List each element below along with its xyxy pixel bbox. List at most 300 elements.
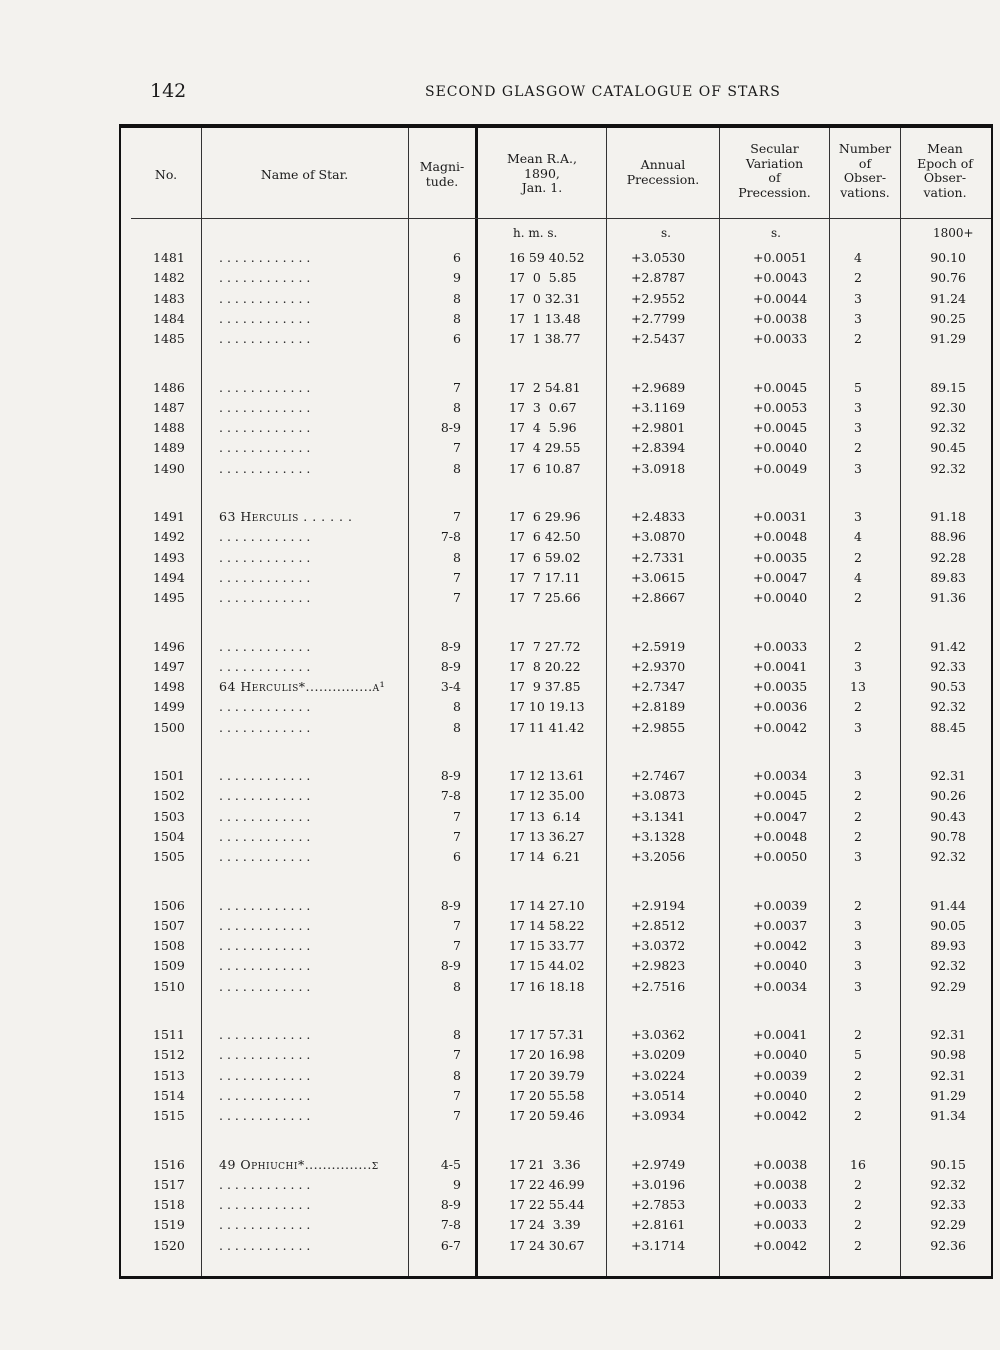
table-row <box>121 1108 991 1128</box>
cell-mean-ra: 17 12 35.00 <box>509 788 585 804</box>
cell-observations: 3 <box>854 719 862 735</box>
table-row <box>121 958 991 978</box>
cell-number: 1483 <box>153 290 185 306</box>
cell-secular-variation: +0.0041 <box>753 658 808 674</box>
cell-number: 1509 <box>153 958 185 974</box>
cell-secular-variation: +0.0042 <box>753 719 808 735</box>
cell-mean-ra: 17 4 29.55 <box>509 440 581 456</box>
table-row <box>121 400 991 420</box>
cell-mean-ra: 17 22 46.99 <box>509 1176 585 1192</box>
cell-number: 1494 <box>153 569 185 585</box>
cell-star-name: . . . . . . . . . . . . <box>219 828 311 844</box>
cell-star-name: 64 Herculis*...............α¹ <box>219 679 386 695</box>
cell-star-name: . . . . . . . . . . . . <box>219 420 311 436</box>
cell-observations: 3 <box>854 509 862 524</box>
cell-observations: 16 <box>850 1156 866 1172</box>
cell-annual-precession: +2.9855 <box>631 719 686 735</box>
cell-magnitude: 7 <box>453 917 461 933</box>
cell-magnitude: 8 <box>453 310 461 326</box>
cell-observations: 3 <box>854 768 862 783</box>
cell-magnitude: 7-8 <box>440 788 461 804</box>
cell-mean-epoch: 91.42 <box>930 638 966 654</box>
cell-mean-ra: 17 12 13.61 <box>509 768 585 783</box>
cell-magnitude: 4-5 <box>440 1156 461 1172</box>
cell-star-name: . . . . . . . . . . . . <box>219 917 311 933</box>
cell-mean-ra: 17 13 36.27 <box>509 828 585 844</box>
cell-mean-ra: 17 16 18.18 <box>509 978 585 994</box>
cell-mean-epoch: 90.25 <box>930 310 966 326</box>
header-mean-epoch: Mean Epoch of Obser- vation. <box>917 141 973 200</box>
cell-observations: 3 <box>854 399 862 415</box>
cell-number: 1499 <box>153 699 185 715</box>
cell-number: 1488 <box>153 420 185 436</box>
cell-mean-ra: 17 0 32.31 <box>509 290 581 306</box>
table-row <box>121 829 991 849</box>
table-row <box>121 1157 991 1177</box>
cell-annual-precession: +3.0934 <box>631 1108 686 1124</box>
cell-mean-ra: 17 14 6.21 <box>509 849 581 865</box>
cell-secular-variation: +0.0038 <box>753 310 808 326</box>
cell-observations: 2 <box>854 788 862 804</box>
cell-annual-precession: +3.2056 <box>631 849 686 865</box>
table-row <box>121 898 991 918</box>
cell-star-name: . . . . . . . . . . . . <box>219 1067 311 1083</box>
cell-mean-ra: 17 4 5.96 <box>509 420 577 436</box>
cell-secular-variation: +0.0040 <box>753 1087 808 1103</box>
cell-observations: 2 <box>854 590 862 606</box>
cell-annual-precession: +2.9689 <box>631 379 686 395</box>
cell-annual-precession: +2.9749 <box>631 1156 686 1172</box>
cell-number: 1516 <box>153 1156 185 1172</box>
cell-annual-precession: +2.8512 <box>631 917 686 933</box>
cell-magnitude: 8 <box>453 460 461 476</box>
cell-mean-epoch: 92.32 <box>930 958 966 974</box>
cell-observations: 2 <box>854 440 862 456</box>
table-row <box>121 291 991 311</box>
cell-secular-variation: +0.0053 <box>753 399 808 415</box>
cell-annual-precession: +2.8667 <box>631 590 686 606</box>
cell-observations: 2 <box>854 1176 862 1192</box>
cell-number: 1506 <box>153 897 185 913</box>
table-row <box>121 1068 991 1088</box>
cell-star-name: . . . . . . . . . . . . <box>219 1047 311 1063</box>
cell-magnitude: 7-8 <box>440 529 461 545</box>
cell-number: 1520 <box>153 1237 185 1253</box>
cell-observations: 2 <box>854 1237 862 1253</box>
cell-observations: 5 <box>854 379 862 395</box>
cell-mean-ra: 17 8 20.22 <box>509 658 581 674</box>
cell-annual-precession: +2.8161 <box>631 1217 686 1233</box>
cell-annual-precession: +2.8787 <box>631 270 686 286</box>
cell-observations: 4 <box>854 250 862 265</box>
cell-annual-precession: +3.0209 <box>631 1047 686 1063</box>
cell-mean-epoch: 92.28 <box>930 549 966 565</box>
cell-number: 1497 <box>153 658 185 674</box>
cell-annual-precession: +2.9552 <box>631 290 686 306</box>
cell-observations: 3 <box>854 938 862 954</box>
cell-magnitude: 7 <box>453 569 461 585</box>
table-row <box>121 788 991 808</box>
cell-mean-epoch: 88.96 <box>930 529 966 545</box>
header-name: Name of Star. <box>260 167 349 182</box>
cell-mean-epoch: 90.26 <box>930 788 966 804</box>
cell-number: 1485 <box>153 331 185 347</box>
cell-magnitude: 8-9 <box>440 897 461 913</box>
cell-magnitude: 8 <box>453 699 461 715</box>
cell-annual-precession: +3.0918 <box>631 460 686 476</box>
cell-mean-epoch: 89.15 <box>930 379 966 395</box>
cell-mean-ra: 17 1 13.48 <box>509 310 581 326</box>
cell-secular-variation: +0.0044 <box>753 290 808 306</box>
cell-mean-ra: 17 7 17.11 <box>509 569 581 585</box>
table-row <box>121 720 991 740</box>
units-ra: h. m. s. <box>513 226 558 240</box>
cell-number: 1518 <box>153 1197 185 1213</box>
cell-mean-ra: 17 21 3.36 <box>509 1156 581 1172</box>
cell-mean-epoch: 92.31 <box>930 1027 966 1042</box>
cell-mean-ra: 17 7 27.72 <box>509 638 581 654</box>
cell-star-name: . . . . . . . . . . . . <box>219 440 311 456</box>
cell-number: 1514 <box>153 1087 185 1103</box>
cell-number: 1491 <box>153 509 185 524</box>
cell-annual-precession: +2.9801 <box>631 420 686 436</box>
cell-mean-ra: 16 59 40.52 <box>509 250 585 265</box>
cell-magnitude: 8-9 <box>440 420 461 436</box>
cell-observations: 13 <box>850 679 866 695</box>
cell-secular-variation: +0.0040 <box>753 590 808 606</box>
cell-mean-ra: 17 15 33.77 <box>509 938 585 954</box>
cell-star-name: . . . . . . . . . . . . <box>219 638 311 654</box>
cell-secular-variation: +0.0035 <box>753 549 808 565</box>
table-row <box>121 768 991 788</box>
cell-number: 1481 <box>153 250 185 265</box>
cell-annual-precession: +2.5437 <box>631 331 686 347</box>
cell-mean-ra: 17 20 59.46 <box>509 1108 585 1124</box>
cell-mean-ra: 17 9 37.85 <box>509 679 581 695</box>
cell-number: 1517 <box>153 1176 185 1192</box>
header-mean-ra: Mean R.A., 1890, Jan. 1. <box>506 151 578 195</box>
cell-number: 1484 <box>153 310 185 326</box>
cell-annual-precession: +3.1169 <box>631 399 686 415</box>
table-row <box>121 590 991 610</box>
cell-magnitude: 6 <box>453 250 461 265</box>
cell-magnitude: 8 <box>453 399 461 415</box>
header-rule <box>131 218 991 219</box>
cell-observations: 2 <box>854 270 862 286</box>
cell-observations: 5 <box>854 1047 862 1063</box>
cell-observations: 3 <box>854 917 862 933</box>
header-secular-variation: Secular Variation of Precession. <box>738 141 811 200</box>
cell-magnitude: 7-8 <box>440 1217 461 1233</box>
cell-number: 1489 <box>153 440 185 456</box>
cell-mean-epoch: 91.29 <box>930 331 966 347</box>
cell-number: 1519 <box>153 1217 185 1233</box>
cell-mean-ra: 17 13 6.14 <box>509 808 581 824</box>
table-row <box>121 1217 991 1237</box>
cell-mean-ra: 17 11 41.42 <box>509 719 585 735</box>
cell-star-name: . . . . . . . . . . . . <box>219 270 311 286</box>
cell-observations: 2 <box>854 1087 862 1103</box>
cell-mean-ra: 17 17 57.31 <box>509 1027 585 1042</box>
cell-observations: 2 <box>854 1067 862 1083</box>
cell-annual-precession: +3.0615 <box>631 569 686 585</box>
cell-number: 1495 <box>153 590 185 606</box>
cell-magnitude: 7 <box>453 509 461 524</box>
cell-number: 1482 <box>153 270 185 286</box>
table-row <box>121 331 991 351</box>
header-annual-precession: Annual Precession. <box>626 157 700 187</box>
cell-star-name: . . . . . . . . . . . . <box>219 1087 311 1103</box>
cell-mean-epoch: 90.76 <box>930 270 966 286</box>
table-row <box>121 550 991 570</box>
cell-mean-epoch: 92.31 <box>930 768 966 783</box>
cell-mean-epoch: 92.33 <box>930 1197 966 1213</box>
cell-magnitude: 8 <box>453 719 461 735</box>
table-row <box>121 509 991 529</box>
cell-annual-precession: +3.1341 <box>631 808 686 824</box>
cell-star-name: . . . . . . . . . . . . <box>219 1176 311 1192</box>
cell-annual-precession: +2.7331 <box>631 549 686 565</box>
cell-secular-variation: +0.0039 <box>753 1067 808 1083</box>
table-row <box>121 938 991 958</box>
cell-annual-precession: +2.7347 <box>631 679 686 695</box>
cell-mean-ra: 17 20 16.98 <box>509 1047 585 1063</box>
cell-observations: 2 <box>854 638 862 654</box>
cell-number: 1502 <box>153 788 185 804</box>
cell-mean-epoch: 89.93 <box>930 938 966 954</box>
cell-secular-variation: +0.0045 <box>753 788 808 804</box>
cell-mean-ra: 17 15 44.02 <box>509 958 585 974</box>
cell-secular-variation: +0.0039 <box>753 897 808 913</box>
cell-observations: 2 <box>854 1217 862 1233</box>
cell-annual-precession: +3.0224 <box>631 1067 686 1083</box>
cell-secular-variation: +0.0045 <box>753 379 808 395</box>
cell-observations: 2 <box>854 549 862 565</box>
cell-mean-epoch: 92.36 <box>930 1237 966 1253</box>
cell-annual-precession: +2.4833 <box>631 509 686 524</box>
table-row <box>121 1027 991 1047</box>
cell-mean-epoch: 91.34 <box>930 1108 966 1124</box>
cell-mean-epoch: 90.43 <box>930 808 966 824</box>
cell-mean-epoch: 90.98 <box>930 1047 966 1063</box>
cell-number: 1486 <box>153 379 185 395</box>
cell-number: 1490 <box>153 460 185 476</box>
cell-secular-variation: +0.0034 <box>753 768 808 783</box>
cell-mean-epoch: 91.44 <box>930 897 966 913</box>
cell-secular-variation: +0.0050 <box>753 849 808 865</box>
cell-star-name: . . . . . . . . . . . . <box>219 849 311 865</box>
cell-observations: 2 <box>854 828 862 844</box>
cell-secular-variation: +0.0041 <box>753 1027 808 1042</box>
cell-magnitude: 7 <box>453 440 461 456</box>
cell-observations: 3 <box>854 420 862 436</box>
cell-observations: 3 <box>854 658 862 674</box>
cell-magnitude: 8-9 <box>440 958 461 974</box>
cell-star-name: . . . . . . . . . . . . <box>219 938 311 954</box>
cell-magnitude: 7 <box>453 938 461 954</box>
cell-secular-variation: +0.0040 <box>753 440 808 456</box>
cell-observations: 2 <box>854 699 862 715</box>
cell-mean-ra: 17 2 54.81 <box>509 379 581 395</box>
cell-magnitude: 8-9 <box>440 658 461 674</box>
cell-mean-ra: 17 7 25.66 <box>509 590 581 606</box>
table-row <box>121 250 991 270</box>
cell-star-name: . . . . . . . . . . . . <box>219 310 311 326</box>
cell-secular-variation: +0.0051 <box>753 250 808 265</box>
cell-magnitude: 7 <box>453 1047 461 1063</box>
cell-annual-precession: +3.0514 <box>631 1087 686 1103</box>
cell-mean-ra: 17 0 5.85 <box>509 270 577 286</box>
table-row <box>121 1238 991 1258</box>
cell-star-name: . . . . . . . . . . . . <box>219 549 311 565</box>
cell-mean-epoch: 90.05 <box>930 917 966 933</box>
cell-observations: 2 <box>854 331 862 347</box>
cell-magnitude: 7 <box>453 379 461 395</box>
cell-secular-variation: +0.0047 <box>753 569 808 585</box>
cell-annual-precession: +3.0530 <box>631 250 686 265</box>
cell-magnitude: 8-9 <box>440 1197 461 1213</box>
cell-magnitude: 6-7 <box>440 1237 461 1253</box>
cell-observations: 2 <box>854 1027 862 1042</box>
cell-star-name: . . . . . . . . . . . . <box>219 1108 311 1124</box>
cell-annual-precession: +2.7516 <box>631 978 686 994</box>
cell-annual-precession: +2.9823 <box>631 958 686 974</box>
cell-magnitude: 3-4 <box>440 679 461 695</box>
cell-mean-epoch: 92.31 <box>930 1067 966 1083</box>
cell-annual-precession: +2.7467 <box>631 768 686 783</box>
cell-star-name: . . . . . . . . . . . . <box>219 1217 311 1233</box>
table-row <box>121 1177 991 1197</box>
cell-secular-variation: +0.0043 <box>753 270 808 286</box>
cell-star-name: . . . . . . . . . . . . <box>219 788 311 804</box>
cell-magnitude: 8 <box>453 549 461 565</box>
cell-number: 1512 <box>153 1047 185 1063</box>
cell-annual-precession: +2.8189 <box>631 699 686 715</box>
cell-number: 1493 <box>153 549 185 565</box>
cell-star-name: . . . . . . . . . . . . <box>219 290 311 306</box>
table-row <box>121 979 991 999</box>
cell-mean-ra: 17 6 10.87 <box>509 460 581 476</box>
cell-mean-epoch: 92.32 <box>930 699 966 715</box>
table-row <box>121 659 991 679</box>
cell-star-name: . . . . . . . . . . . . <box>219 250 311 265</box>
cell-secular-variation: +0.0042 <box>753 1237 808 1253</box>
cell-secular-variation: +0.0033 <box>753 1197 808 1213</box>
cell-number: 1498 <box>153 679 185 695</box>
cell-mean-ra: 17 24 3.39 <box>509 1217 581 1233</box>
cell-number: 1492 <box>153 529 185 545</box>
cell-observations: 3 <box>854 849 862 865</box>
cell-number: 1501 <box>153 768 185 783</box>
cell-star-name: . . . . . . . . . . . . <box>219 978 311 994</box>
cell-star-name: 63 Herculis . . . . . . <box>219 509 353 524</box>
cell-annual-precession: +2.5919 <box>631 638 686 654</box>
cell-mean-ra: 17 14 27.10 <box>509 897 585 913</box>
cell-star-name: . . . . . . . . . . . . <box>219 699 311 715</box>
cell-number: 1507 <box>153 917 185 933</box>
page-number: 142 <box>150 80 187 102</box>
cell-secular-variation: +0.0036 <box>753 699 808 715</box>
cell-secular-variation: +0.0033 <box>753 331 808 347</box>
cell-star-name: . . . . . . . . . . . . <box>219 658 311 674</box>
cell-star-name: . . . . . . . . . . . . <box>219 399 311 415</box>
cell-annual-precession: +3.0196 <box>631 1176 686 1192</box>
cell-secular-variation: +0.0033 <box>753 638 808 654</box>
cell-mean-epoch: 91.24 <box>930 290 966 306</box>
cell-mean-epoch: 90.53 <box>930 679 966 695</box>
table-row <box>121 311 991 331</box>
cell-mean-epoch: 89.83 <box>930 569 966 585</box>
cell-magnitude: 7 <box>453 1108 461 1124</box>
cell-observations: 2 <box>854 1108 862 1124</box>
cell-star-name: . . . . . . . . . . . . <box>219 569 311 585</box>
cell-secular-variation: +0.0047 <box>753 808 808 824</box>
header-magnitude: Magni- tude. <box>419 159 465 189</box>
star-catalogue-table <box>119 124 993 1279</box>
cell-magnitude: 8 <box>453 978 461 994</box>
cell-secular-variation: +0.0035 <box>753 679 808 695</box>
table-row <box>121 679 991 699</box>
cell-secular-variation: +0.0037 <box>753 917 808 933</box>
cell-mean-ra: 17 14 58.22 <box>509 917 585 933</box>
cell-mean-epoch: 88.45 <box>930 719 966 735</box>
cell-mean-ra: 17 6 59.02 <box>509 549 581 565</box>
table-row <box>121 918 991 938</box>
table-row <box>121 270 991 290</box>
table-row <box>121 420 991 440</box>
units-annual: s. <box>661 226 671 240</box>
cell-number: 1515 <box>153 1108 185 1124</box>
cell-magnitude: 6 <box>453 331 461 347</box>
cell-observations: 3 <box>854 978 862 994</box>
cell-star-name: 49 Ophiuchi*...............σ <box>219 1156 379 1172</box>
cell-observations: 4 <box>854 529 862 545</box>
units-secular: s. <box>771 226 781 240</box>
units-epoch: 1800+ <box>933 226 974 240</box>
cell-secular-variation: +0.0042 <box>753 1108 808 1124</box>
cell-annual-precession: +2.9370 <box>631 658 686 674</box>
table-row <box>121 529 991 549</box>
header-number-of-observations: Number of Obser- vations. <box>838 141 892 200</box>
cell-observations: 3 <box>854 290 862 306</box>
cell-star-name: . . . . . . . . . . . . <box>219 460 311 476</box>
table-row <box>121 1088 991 1108</box>
cell-number: 1513 <box>153 1067 185 1083</box>
cell-mean-epoch: 92.32 <box>930 460 966 476</box>
cell-magnitude: 8-9 <box>440 638 461 654</box>
cell-secular-variation: +0.0049 <box>753 460 808 476</box>
cell-mean-epoch: 92.29 <box>930 978 966 994</box>
cell-annual-precession: +3.0372 <box>631 938 686 954</box>
table-row <box>121 461 991 481</box>
cell-mean-ra: 17 6 29.96 <box>509 509 581 524</box>
header-no: No. <box>154 167 178 182</box>
cell-magnitude: 8 <box>453 1067 461 1083</box>
cell-secular-variation: +0.0048 <box>753 529 808 545</box>
cell-mean-ra: 17 10 19.13 <box>509 699 585 715</box>
cell-annual-precession: +2.9194 <box>631 897 686 913</box>
cell-star-name: . . . . . . . . . . . . <box>219 897 311 913</box>
cell-number: 1504 <box>153 828 185 844</box>
table-row <box>121 380 991 400</box>
cell-magnitude: 6 <box>453 849 461 865</box>
cell-mean-ra: 17 1 38.77 <box>509 331 581 347</box>
cell-secular-variation: +0.0048 <box>753 828 808 844</box>
cell-magnitude: 7 <box>453 1087 461 1103</box>
cell-annual-precession: +2.7853 <box>631 1197 686 1213</box>
cell-annual-precession: +3.1328 <box>631 828 686 844</box>
table-row <box>121 849 991 869</box>
